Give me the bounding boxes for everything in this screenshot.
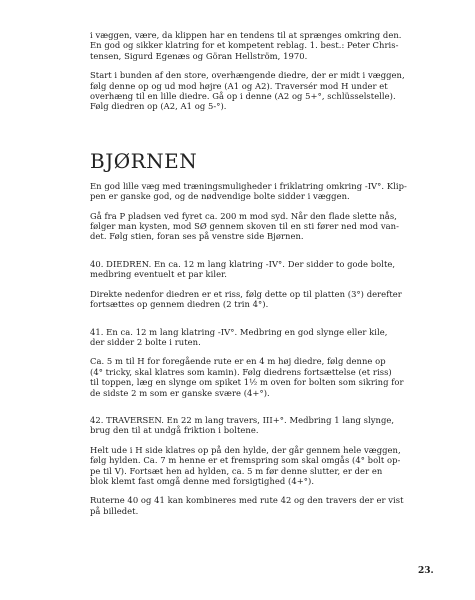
text-line: Ca. 5 m til H for foregående rute er en 4 m høj diedre, følg denne op xyxy=(90,356,386,367)
text-line: det. Følg stien, foran ses på venstre side Bjørnen. xyxy=(90,231,304,242)
text-line: brug den til at undgå friktion i boltene. xyxy=(90,425,259,436)
text-line: (4° tricky, skal klatres som kamin). Følg diedrens fortsættelse (et riss) xyxy=(90,366,392,377)
paragraph-route-41 xyxy=(90,327,431,348)
text-line: pe til V). Fortsæt hen ad hylden, ca. 5 m før denne slutter, er der en xyxy=(90,465,383,476)
text-line: i væggen, være, da klippen har en tendens til at sprænges omkring den. xyxy=(90,30,402,40)
text-line: fortsættes op gennem diedren (2 trin 4°). xyxy=(90,299,269,310)
text-line: følger man kysten, mod SØ gennem skoven til en sti fører ned mod van- xyxy=(90,221,399,232)
text-line: til toppen, læg en slynge om spiket 1½ m oven for bolten som sikring for xyxy=(90,377,404,388)
text-line: Direkte nedenfor diedren er et riss, følg dette op til platten (3°) derefter xyxy=(90,288,402,299)
text-line: blok klemt fast omgå denne med forsigtighed (4+°). xyxy=(90,475,315,486)
text-line: Gå fra P pladsen ved fyret ca. 200 m mod syd. Når den flade slette nås, xyxy=(90,210,397,221)
top-section xyxy=(90,30,431,112)
text-line: 42. TRAVERSEN. En 22 m lang travers, III+°. Medbring 1 lang slynge, xyxy=(90,414,395,425)
text-line: pen er ganske god, og de nødvendige bolte sidder i væggen. xyxy=(90,191,350,202)
text-line: Følg diedren op (A2, A1 og 5-°). xyxy=(90,101,227,112)
paragraph-route-42 xyxy=(90,415,431,436)
text-line: Start i bunden af den store, overhængende diedre, der er midt i væggen, xyxy=(90,70,405,81)
paragraph-combination-note xyxy=(90,495,431,516)
text-line: overhæng til en lille diedre. Gå op i denne (A2 og 5+°, schlüsselstelle). xyxy=(90,91,396,102)
paragraph-route-42-detail xyxy=(90,445,431,487)
text-line: 40. DIEDREN. En ca. 12 m lang klatring -IV°. Der sidder to gode bolte, xyxy=(90,258,396,269)
bjornen-section xyxy=(90,181,431,516)
text-line: Helt ude i H side klatres op på den hylde, der går gennem hele væggen, xyxy=(90,444,401,455)
text-line: der sidder 2 bolte i ruten. xyxy=(90,336,201,347)
paragraph-route-description-end xyxy=(90,30,431,61)
paragraph-approach xyxy=(90,211,431,242)
page-number: 23. xyxy=(418,566,434,576)
paragraph-intro xyxy=(90,181,431,202)
text-line: på billedet. xyxy=(90,505,139,516)
text-line: tensen, Sigurd Egenæs og Göran Hellström, 1970. xyxy=(90,50,308,61)
text-line: En god og sikker klatring for et kompetent reblag. 1. best.: Peter Chris- xyxy=(90,40,399,51)
paragraph-route-40-detail xyxy=(90,289,431,310)
text-line: følg hylden. Ca. 7 m henne er et fremspring som skal omgås (4° bolt op- xyxy=(90,455,401,466)
paragraph-route-40 xyxy=(90,259,431,280)
paragraph-route-41-detail xyxy=(90,356,431,398)
text-line: følg denne op og ud mod højre (A1 og A2). Traversér mod H under et xyxy=(90,80,388,91)
paragraph-route-directions xyxy=(90,70,431,112)
text-line: medbring eventuelt et par kiler. xyxy=(90,269,227,280)
text-line: de sidste 2 m som er ganske svære (4+°). xyxy=(90,387,270,398)
text-line: En god lille væg med træningsmuligheder i friklatring omkring -IV°. Klip- xyxy=(90,180,407,191)
section-heading: BJØRNEN xyxy=(90,148,198,173)
text-line: Ruterne 40 og 41 kan kombineres med rute 42 og den travers der er vist xyxy=(90,495,404,506)
text-line: 41. En ca. 12 m lang klatring -IV°. Medbring en god slynge eller kile, xyxy=(90,326,388,337)
